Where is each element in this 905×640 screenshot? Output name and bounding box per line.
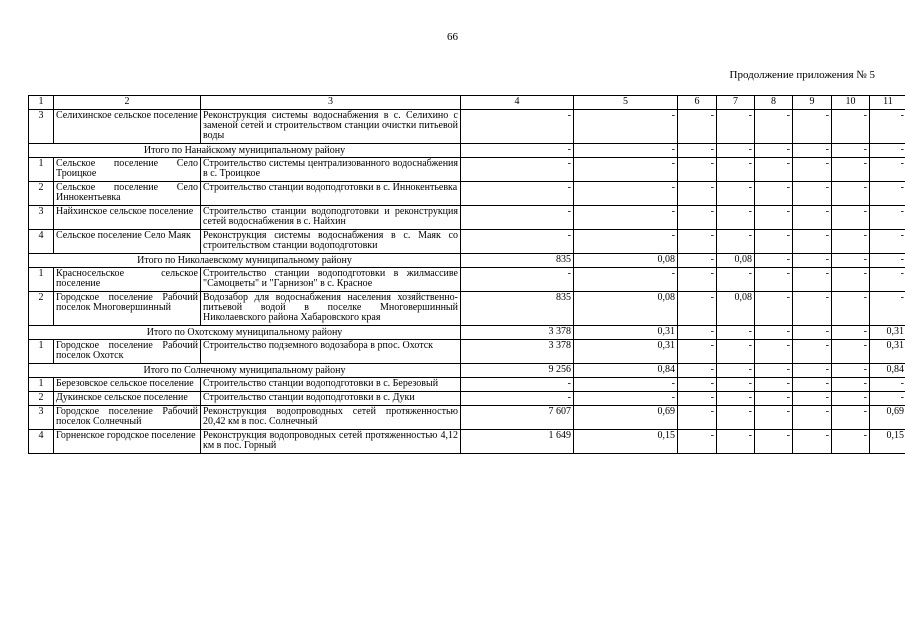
value-cell: - — [678, 392, 717, 406]
table-row — [29, 392, 905, 406]
value-cell: - — [717, 182, 755, 206]
value-cell: - — [793, 268, 832, 292]
value-cell: 0,84 — [870, 364, 905, 378]
value-cell: - — [755, 430, 793, 454]
value-cell: - — [832, 254, 870, 268]
project-description: Реконструкция системы водоснабжения в с. Селихино с заменой сетей и строительством станции очистки питьевой воды — [201, 110, 461, 144]
value-cell: - — [832, 406, 870, 430]
row-number: 2 — [29, 292, 54, 326]
value-cell: - — [832, 378, 870, 392]
project-description: Строительство станции водоподготовки в жилмассиве "Самоцветы" и "Гарнизон" в с. Красное — [201, 268, 461, 292]
value-cell: - — [755, 158, 793, 182]
district-total-label: Итого по Солнечному муниципальному району — [29, 364, 461, 378]
value-cell: 0,69 — [574, 406, 678, 430]
row-number: 1 — [29, 158, 54, 182]
row-number: 4 — [29, 430, 54, 454]
value-cell: 0,08 — [717, 292, 755, 326]
value-cell: - — [832, 340, 870, 364]
settlement-name: Городское поселение Рабочий поселок Многовершинный — [54, 292, 201, 326]
value-cell: - — [461, 378, 574, 392]
district-total-row — [29, 144, 905, 158]
column-number-header: 7 — [717, 96, 755, 110]
value-cell: - — [678, 144, 717, 158]
value-cell: - — [832, 430, 870, 454]
value-cell: - — [832, 110, 870, 144]
value-cell: - — [870, 182, 905, 206]
project-description: Строительство станции водоподготовки в с. Дуки — [201, 392, 461, 406]
row-number: 1 — [29, 378, 54, 392]
value-cell: - — [717, 230, 755, 254]
value-cell: 0,08 — [574, 254, 678, 268]
row-number: 3 — [29, 406, 54, 430]
value-cell: - — [793, 340, 832, 364]
value-cell: - — [755, 144, 793, 158]
settlement-name: Сельское поселение Село Маяк — [54, 230, 201, 254]
table-row — [29, 292, 905, 326]
project-description: Строительство системы централизованного водоснабжения в с. Троицкое — [201, 158, 461, 182]
value-cell: - — [678, 378, 717, 392]
settlement-name: Селихинское сельское поселение — [54, 110, 201, 144]
row-number: 2 — [29, 182, 54, 206]
settlement-name: Найхинское сельское поселение — [54, 206, 201, 230]
table-row — [29, 182, 905, 206]
table-row — [29, 268, 905, 292]
value-cell: - — [870, 378, 905, 392]
value-cell: - — [755, 230, 793, 254]
value-cell: - — [717, 406, 755, 430]
value-cell: - — [870, 230, 905, 254]
value-cell: 3 378 — [461, 326, 574, 340]
value-cell: - — [678, 340, 717, 364]
row-number: 2 — [29, 392, 54, 406]
project-description: Строительство станции водоподготовки в с. Иннокентьевка — [201, 182, 461, 206]
district-total-row — [29, 364, 905, 378]
value-cell: 0,69 — [870, 406, 905, 430]
value-cell: - — [870, 158, 905, 182]
value-cell: - — [678, 268, 717, 292]
value-cell: - — [793, 182, 832, 206]
value-cell: - — [574, 378, 678, 392]
value-cell: - — [574, 268, 678, 292]
value-cell: - — [870, 268, 905, 292]
value-cell: 0,31 — [574, 340, 678, 364]
value-cell: - — [755, 206, 793, 230]
project-description: Реконструкция водопроводных сетей протяженностью 20,42 км в пос. Солнечный — [201, 406, 461, 430]
value-cell: - — [755, 110, 793, 144]
project-description: Строительство станции водоподготовки и реконструкция сетей водоснабжения в с. Найхин — [201, 206, 461, 230]
value-cell: - — [678, 254, 717, 268]
column-number-header: 5 — [574, 96, 678, 110]
value-cell: - — [678, 406, 717, 430]
value-cell: - — [832, 144, 870, 158]
value-cell: - — [755, 406, 793, 430]
value-cell: - — [461, 392, 574, 406]
settlement-name: Сельское поселение Село Иннокентьевка — [54, 182, 201, 206]
value-cell: 835 — [461, 254, 574, 268]
value-cell: - — [832, 158, 870, 182]
value-cell: 1 649 — [461, 430, 574, 454]
value-cell: 0,15 — [870, 430, 905, 454]
value-cell: - — [793, 326, 832, 340]
value-cell: - — [678, 110, 717, 144]
value-cell: - — [755, 254, 793, 268]
value-cell: - — [678, 206, 717, 230]
column-number-header: 10 — [832, 96, 870, 110]
value-cell: - — [574, 206, 678, 230]
value-cell: - — [461, 158, 574, 182]
value-cell: - — [793, 158, 832, 182]
value-cell: 0,08 — [717, 254, 755, 268]
value-cell: - — [832, 268, 870, 292]
project-description: Водозабор для водоснабжения населения хозяйственно-питьевой водой в поселке Многовершинный Николаевского района Хабаровского края — [201, 292, 461, 326]
value-cell: 0,31 — [870, 326, 905, 340]
value-cell: - — [793, 292, 832, 326]
value-cell: - — [793, 406, 832, 430]
value-cell: 3 378 — [461, 340, 574, 364]
value-cell: - — [755, 378, 793, 392]
column-number-header: 11 — [870, 96, 905, 110]
value-cell: - — [755, 268, 793, 292]
row-number: 1 — [29, 268, 54, 292]
value-cell: - — [755, 364, 793, 378]
value-cell: - — [717, 268, 755, 292]
value-cell: 0,84 — [574, 364, 678, 378]
row-number: 4 — [29, 230, 54, 254]
value-cell: - — [793, 110, 832, 144]
value-cell: - — [793, 230, 832, 254]
value-cell: - — [717, 206, 755, 230]
table-row — [29, 406, 905, 430]
project-description: Строительство подземного водозабора в рпос. Охотск — [201, 340, 461, 364]
value-cell: - — [678, 182, 717, 206]
value-cell: - — [574, 144, 678, 158]
value-cell: - — [717, 392, 755, 406]
value-cell: - — [678, 292, 717, 326]
value-cell: - — [574, 182, 678, 206]
value-cell: - — [717, 144, 755, 158]
value-cell: - — [574, 158, 678, 182]
value-cell: - — [755, 292, 793, 326]
value-cell: - — [755, 340, 793, 364]
value-cell: - — [793, 144, 832, 158]
table-row — [29, 206, 905, 230]
value-cell: - — [717, 378, 755, 392]
value-cell: - — [755, 392, 793, 406]
value-cell: - — [832, 292, 870, 326]
value-cell: - — [461, 144, 574, 158]
value-cell: - — [461, 230, 574, 254]
table-row — [29, 378, 905, 392]
value-cell: - — [870, 392, 905, 406]
value-cell: - — [832, 326, 870, 340]
page-number: 66 — [447, 31, 458, 43]
value-cell: - — [678, 364, 717, 378]
table-header-row — [29, 96, 905, 110]
table-row — [29, 110, 905, 144]
value-cell: - — [717, 326, 755, 340]
row-number: 3 — [29, 206, 54, 230]
value-cell: - — [717, 430, 755, 454]
district-total-label: Итого по Охотскому муниципальному району — [29, 326, 461, 340]
value-cell: - — [678, 430, 717, 454]
value-cell: - — [574, 392, 678, 406]
value-cell: - — [461, 206, 574, 230]
project-description: Реконструкция водопроводных сетей протяженностью 4,12 км в пос. Горный — [201, 430, 461, 454]
value-cell: - — [678, 230, 717, 254]
value-cell: - — [717, 110, 755, 144]
value-cell: - — [717, 158, 755, 182]
column-number-header: 2 — [54, 96, 201, 110]
value-cell: - — [678, 326, 717, 340]
row-number: 1 — [29, 340, 54, 364]
table-row — [29, 230, 905, 254]
value-cell: 835 — [461, 292, 574, 326]
settlement-name: Городское поселение Рабочий поселок Солнечный — [54, 406, 201, 430]
value-cell: 7 607 — [461, 406, 574, 430]
value-cell: - — [793, 254, 832, 268]
value-cell: - — [793, 206, 832, 230]
value-cell: 0,08 — [574, 292, 678, 326]
value-cell: - — [461, 268, 574, 292]
value-cell: - — [870, 144, 905, 158]
column-number-header: 4 — [461, 96, 574, 110]
value-cell: - — [793, 430, 832, 454]
value-cell: - — [793, 364, 832, 378]
appendix-table — [28, 95, 905, 454]
appendix-continuation-note: Продолжение приложения № 5 — [729, 69, 875, 81]
district-total-row — [29, 254, 905, 268]
project-description: Строительство станции водоподготовки в с. Березовый — [201, 378, 461, 392]
value-cell: - — [717, 364, 755, 378]
value-cell: - — [793, 378, 832, 392]
value-cell: - — [461, 110, 574, 144]
value-cell: - — [832, 206, 870, 230]
value-cell: - — [870, 254, 905, 268]
value-cell: - — [574, 230, 678, 254]
value-cell: - — [832, 182, 870, 206]
value-cell: - — [717, 340, 755, 364]
value-cell: 9 256 — [461, 364, 574, 378]
column-number-header: 8 — [755, 96, 793, 110]
settlement-name: Красносельское сельское поселение — [54, 268, 201, 292]
settlement-name: Березовское сельское поселение — [54, 378, 201, 392]
value-cell: - — [870, 206, 905, 230]
table-row — [29, 340, 905, 364]
settlement-name: Дукинское сельское поселение — [54, 392, 201, 406]
district-total-label: Итого по Николаевскому муниципальному району — [29, 254, 461, 268]
column-number-header: 9 — [793, 96, 832, 110]
value-cell: - — [461, 182, 574, 206]
value-cell: 0,31 — [574, 326, 678, 340]
value-cell: 0,15 — [574, 430, 678, 454]
value-cell: - — [832, 392, 870, 406]
value-cell: - — [870, 110, 905, 144]
value-cell: - — [870, 292, 905, 326]
column-number-header: 6 — [678, 96, 717, 110]
value-cell: - — [574, 110, 678, 144]
settlement-name: Горненское городское поселение — [54, 430, 201, 454]
column-number-header: 1 — [29, 96, 54, 110]
row-number: 3 — [29, 110, 54, 144]
settlement-name: Сельское поселение Село Троицкое — [54, 158, 201, 182]
table-row — [29, 158, 905, 182]
settlement-name: Городское поселение Рабочий поселок Охотск — [54, 340, 201, 364]
project-description: Реконструкция системы водоснабжения в с. Маяк со строительством станции водоподготовки — [201, 230, 461, 254]
value-cell: - — [678, 158, 717, 182]
value-cell: - — [755, 182, 793, 206]
table-row — [29, 430, 905, 454]
district-total-label: Итого по Нанайскому муниципальному району — [29, 144, 461, 158]
column-number-header: 3 — [201, 96, 461, 110]
district-total-row — [29, 326, 905, 340]
value-cell: 0,31 — [870, 340, 905, 364]
value-cell: - — [755, 326, 793, 340]
value-cell: - — [832, 364, 870, 378]
value-cell: - — [793, 392, 832, 406]
value-cell: - — [832, 230, 870, 254]
